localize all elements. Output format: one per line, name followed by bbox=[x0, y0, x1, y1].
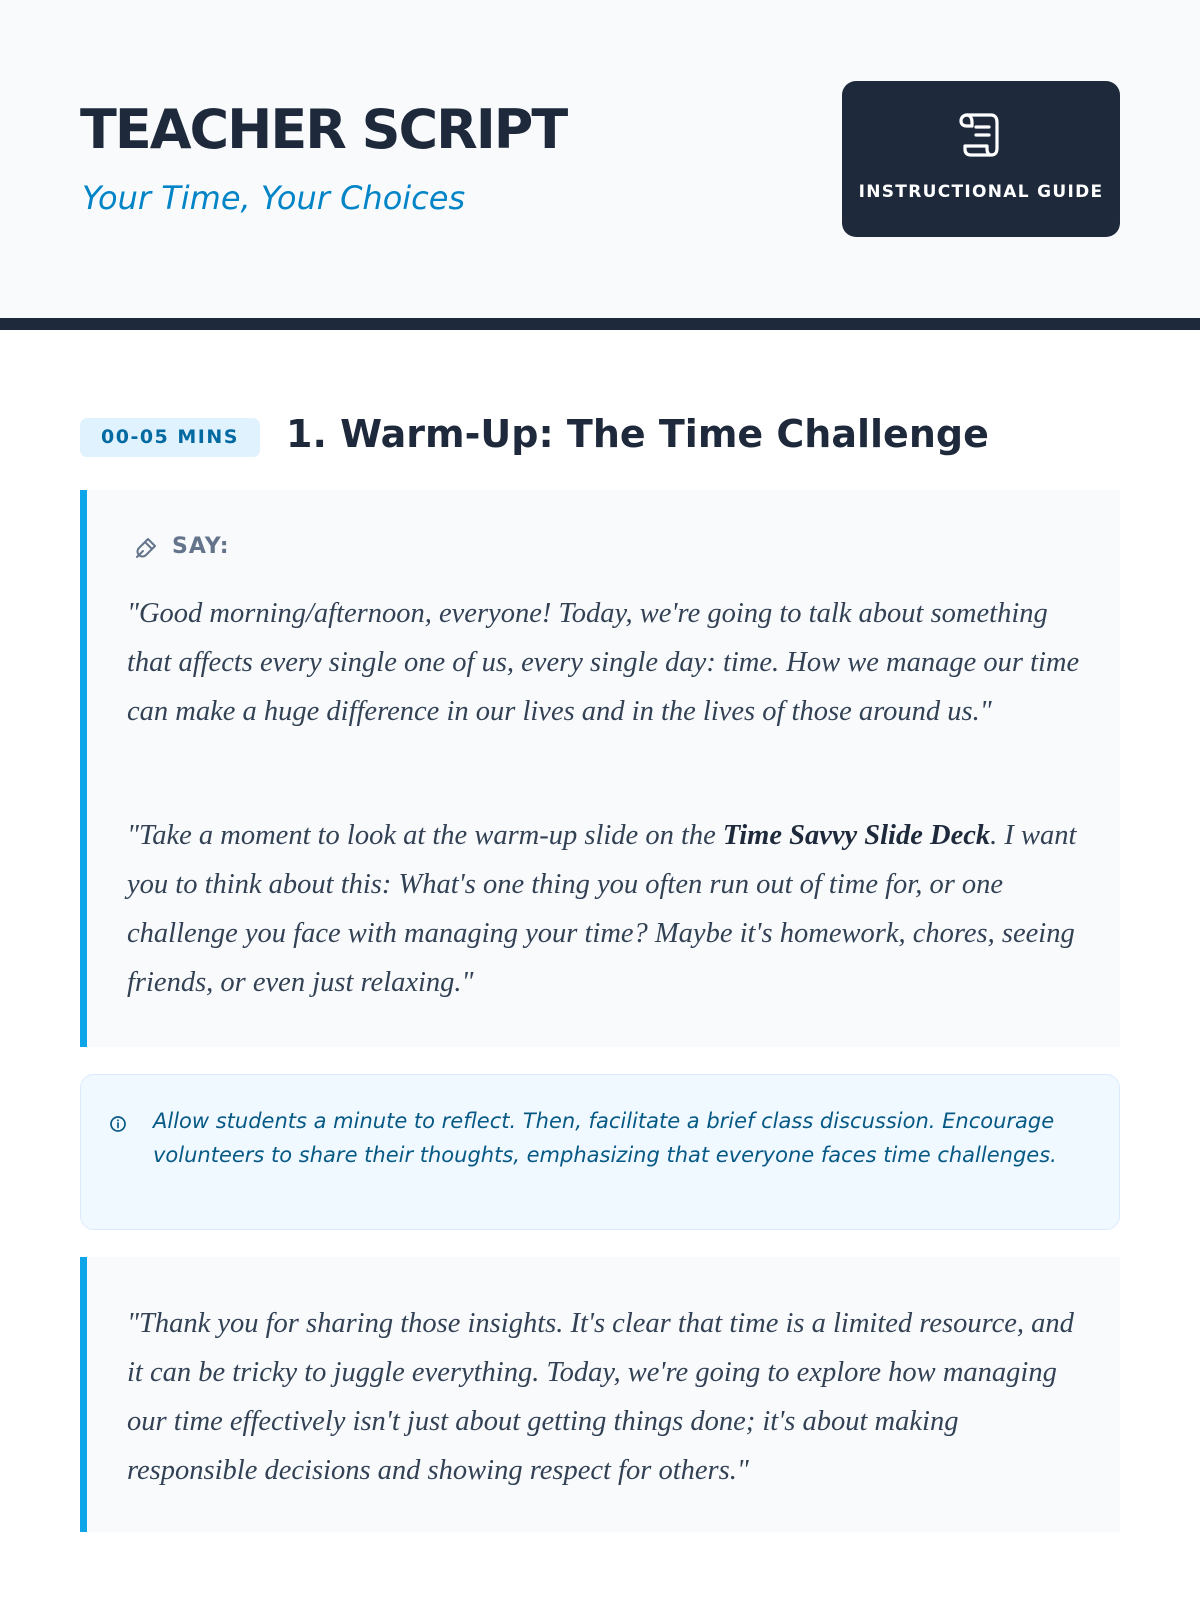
time-badge: 00-05 MINS bbox=[80, 418, 260, 457]
info-icon bbox=[109, 1115, 127, 1133]
page-subtitle: Your Time, Your Choices bbox=[82, 179, 466, 217]
page-title: TEACHER SCRIPT bbox=[80, 98, 567, 161]
say-paragraph-2-before: "Take a moment to look at the warm-up slide on the bbox=[127, 820, 723, 851]
section-title: 1. Warm-Up: The Time Challenge bbox=[286, 412, 989, 456]
teacher-note bbox=[80, 1074, 1120, 1230]
say-paragraph-2 bbox=[127, 811, 1082, 1007]
instructional-guide-label: INSTRUCTIONAL GUIDE bbox=[858, 182, 1104, 202]
scroll-icon bbox=[956, 109, 1008, 161]
say-paragraph-2-after: . I want you to think about this: What's one thing you often run out of time for, or one challenge you face with managing your time? Maybe it's homework, chores, seeing friends, or even just relaxing." bbox=[127, 820, 1077, 998]
slide-deck-title: Time Savvy Slide Deck bbox=[722, 820, 991, 851]
teacher-note-text: Allow students a minute to reflect. Then, facilitate a brief class discussion. Encourage volunteers to share their thoughts, emphasizing that everyone faces time challenges. bbox=[153, 1109, 1057, 1167]
say-paragraph-1: "Good morning/afternoon, everyone! Today, we're going to talk about something that affects every single one of us, every single day: time. How we manage our time can make a huge difference in our lives and in the lives of those around us." bbox=[127, 598, 1080, 727]
instructional-guide-badge bbox=[842, 81, 1120, 237]
say-label-row bbox=[134, 532, 230, 562]
microphone-icon bbox=[134, 536, 158, 560]
say-label-text: SAY: bbox=[172, 534, 230, 559]
say-paragraph-3: "Thank you for sharing those insights. It's clear that time is a limited resource, and it can be tricky to juggle everything. Today, we're going to explore how managing our time effectively isn't just about getting things done; it's about making responsible decisions and showing respect for others." bbox=[127, 1308, 1074, 1486]
page-header bbox=[0, 0, 1200, 330]
